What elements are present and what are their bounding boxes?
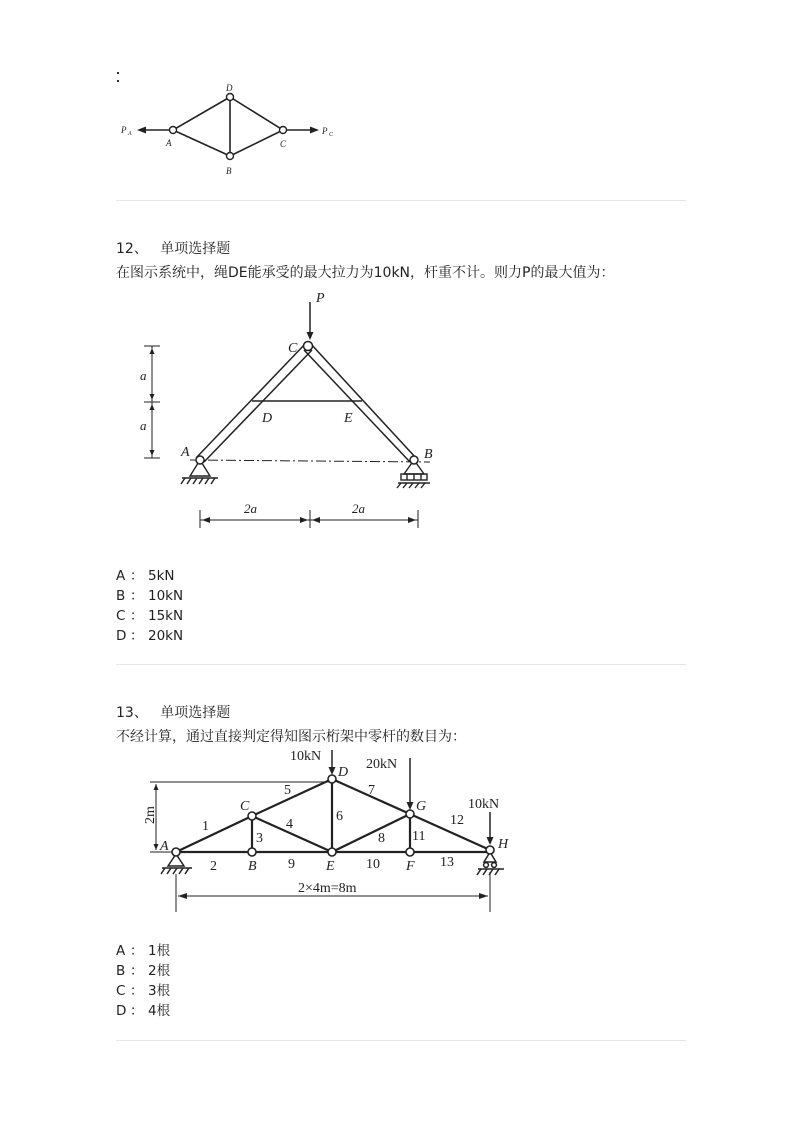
question-type: 单项选择题: [160, 241, 231, 257]
member-3: 3: [256, 831, 263, 846]
node-c: C: [240, 799, 250, 814]
member-11: 11: [412, 829, 426, 844]
option-a[interactable]: A ： 5kN: [116, 568, 175, 584]
question-12-stem: 在图示系统中，绳DE能承受的最大拉力为10kN，杆重不计。则力P的最大值为：: [116, 265, 615, 281]
dim-2a-left: 2a: [244, 501, 257, 516]
node-c: C: [280, 139, 287, 149]
member-2: 2: [210, 859, 217, 874]
node-a: A: [166, 138, 172, 148]
dim-a-top: a: [140, 368, 147, 383]
member-12: 12: [450, 813, 464, 828]
question-number: 12、: [116, 241, 148, 257]
member-8: 8: [378, 831, 385, 846]
label-pc: P: [322, 126, 328, 136]
question-13-stem: 不经计算，通过直接判定得知图示桁架中零杆的数目为：: [116, 729, 466, 745]
member-1: 1: [202, 819, 209, 834]
option-b[interactable]: B ： 10kN: [116, 588, 184, 604]
question-13-header: [116, 702, 230, 722]
member-10: 10: [366, 857, 380, 872]
node-h: H: [498, 837, 509, 852]
node-e: E: [344, 411, 353, 426]
node-b: B: [248, 859, 257, 874]
node-b: B: [226, 166, 232, 176]
member-13: 13: [440, 855, 454, 870]
dim-span: 2×4m=8m: [298, 881, 357, 896]
question-type: 单项选择题: [160, 705, 231, 721]
node-a: A: [160, 839, 169, 854]
load-g: 20kN: [366, 757, 398, 772]
node-d: D: [338, 765, 349, 780]
node-c: C: [288, 341, 298, 356]
label-pa: P: [121, 125, 127, 135]
load-d: 10kN: [290, 749, 322, 764]
member-5: 5: [284, 783, 291, 798]
label-p: P: [316, 291, 325, 306]
question-number: 13、: [116, 705, 148, 721]
node-e: E: [326, 859, 335, 874]
node-a: A: [181, 445, 190, 460]
option-c[interactable]: C ： 15kN: [116, 608, 184, 624]
label-pc-sub: C: [329, 132, 334, 138]
option-c[interactable]: C ： 3根: [116, 983, 171, 999]
option-d[interactable]: D ： 4根: [116, 1003, 171, 1019]
stray-mark: [117, 72, 119, 74]
node-g: G: [416, 799, 427, 814]
option-d[interactable]: D ： 20kN: [116, 628, 184, 644]
node-d: D: [226, 83, 233, 93]
option-b[interactable]: B ： 2根: [116, 963, 171, 979]
question-12-header: [116, 238, 230, 258]
rhombus-figure: [110, 78, 350, 180]
member-6: 6: [336, 809, 343, 824]
divider: [116, 200, 686, 201]
label-pa-sub: A: [128, 131, 132, 137]
node-f: F: [406, 859, 415, 874]
load-h: 10kN: [468, 797, 500, 812]
dim-2a-right: 2a: [352, 501, 365, 516]
member-7: 7: [368, 783, 375, 798]
node-b: B: [424, 447, 433, 462]
dim-a-bottom: a: [140, 418, 147, 433]
dim-height: 2m: [143, 806, 158, 824]
member-9: 9: [288, 857, 295, 872]
divider: [116, 664, 686, 665]
frame-figure: [130, 288, 450, 538]
member-4: 4: [286, 817, 293, 832]
truss-figure: [130, 744, 520, 920]
divider: [116, 1040, 686, 1041]
option-a[interactable]: A ： 1根: [116, 943, 171, 959]
node-d: D: [262, 411, 273, 426]
